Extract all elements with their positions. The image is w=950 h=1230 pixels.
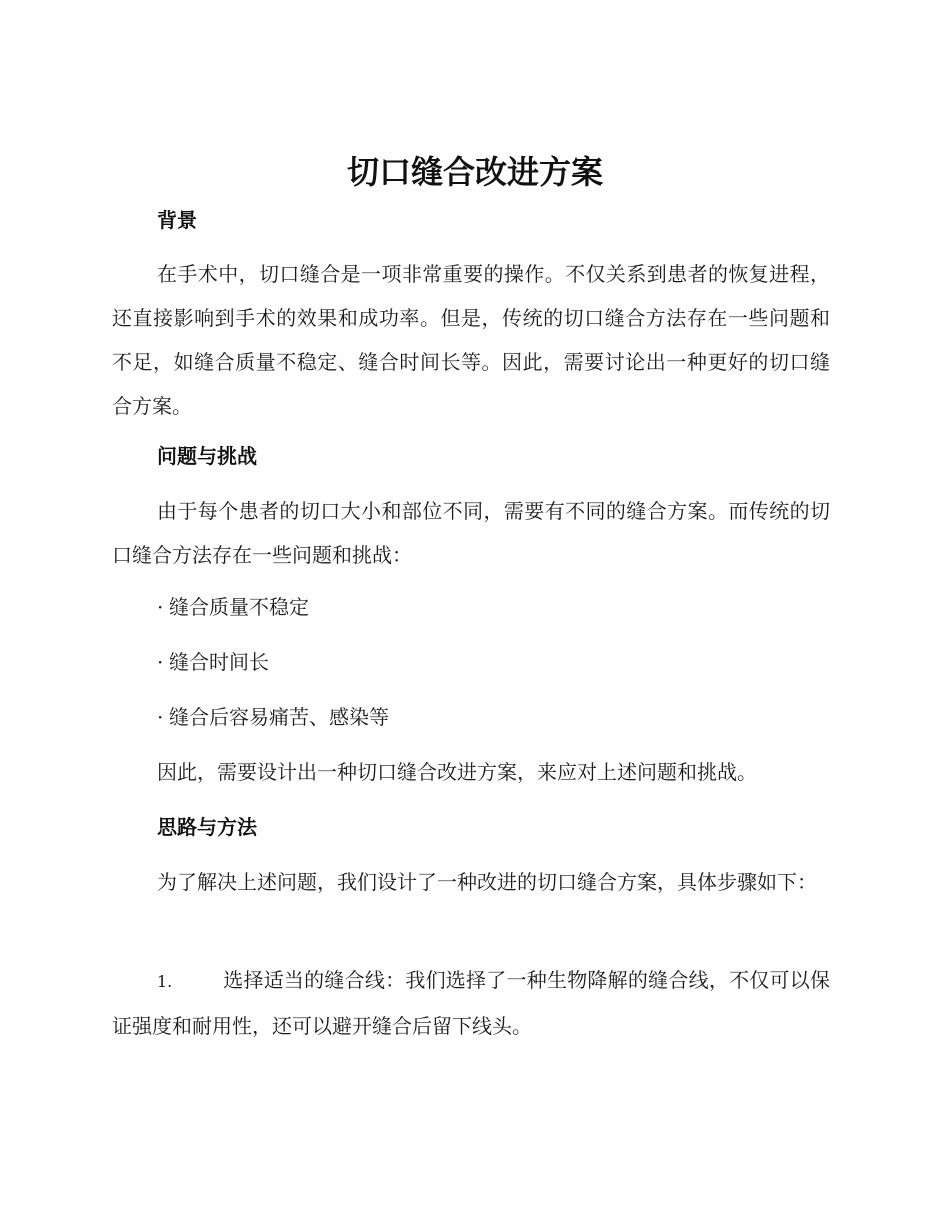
bullet-text: 缝合后容易痛苦、感染等 — [169, 705, 389, 729]
step-text: 选择适当的缝合线：我们选择了一种生物降解的缝合线，不仅可以保证强度和耐用性，还可以避开缝合后留下线头。 — [112, 968, 830, 1038]
bullet-text: 缝合质量不稳定 — [169, 595, 309, 619]
bullet-item — [157, 647, 269, 677]
problems-paragraph: 由于每个患者的切口大小和部位不同，需要有不同的缝合方案。而传统的切口缝合方法存在一些问题和挑战： — [112, 499, 830, 567]
bullet-dot-icon: · — [157, 595, 164, 619]
numbered-step — [112, 958, 830, 1048]
section-heading-background: 背景 — [157, 208, 197, 232]
background-paragraph: 在手术中，切口缝合是一项非常重要的操作。不仅关系到患者的恢复进程，还直接影响到手术的效果和成功率。但是，传统的切口缝合方法存在一些问题和不足，如缝合质量不稳定、缝合时间长等。因此，需要讨论出一种更好的切口缝合方案。 — [112, 262, 830, 418]
bullet-dot-icon: · — [157, 705, 164, 729]
section-heading-problems: 问题与挑战 — [157, 444, 257, 468]
problems-conclusion: 因此，需要设计出一种切口缝合改进方案，来应对上述问题和挑战。 — [157, 760, 757, 784]
section-heading-approach: 思路与方法 — [157, 815, 257, 839]
bullet-item — [157, 702, 389, 732]
document-title: 切口缝合改进方案 — [346, 153, 603, 191]
bullet-text: 缝合时间长 — [169, 650, 269, 674]
bullet-dot-icon: · — [157, 650, 164, 674]
approach-paragraph: 为了解决上述问题，我们设计了一种改进的切口缝合方案，具体步骤如下： — [157, 870, 817, 894]
step-number: 1. — [157, 972, 173, 991]
bullet-item — [157, 592, 309, 622]
